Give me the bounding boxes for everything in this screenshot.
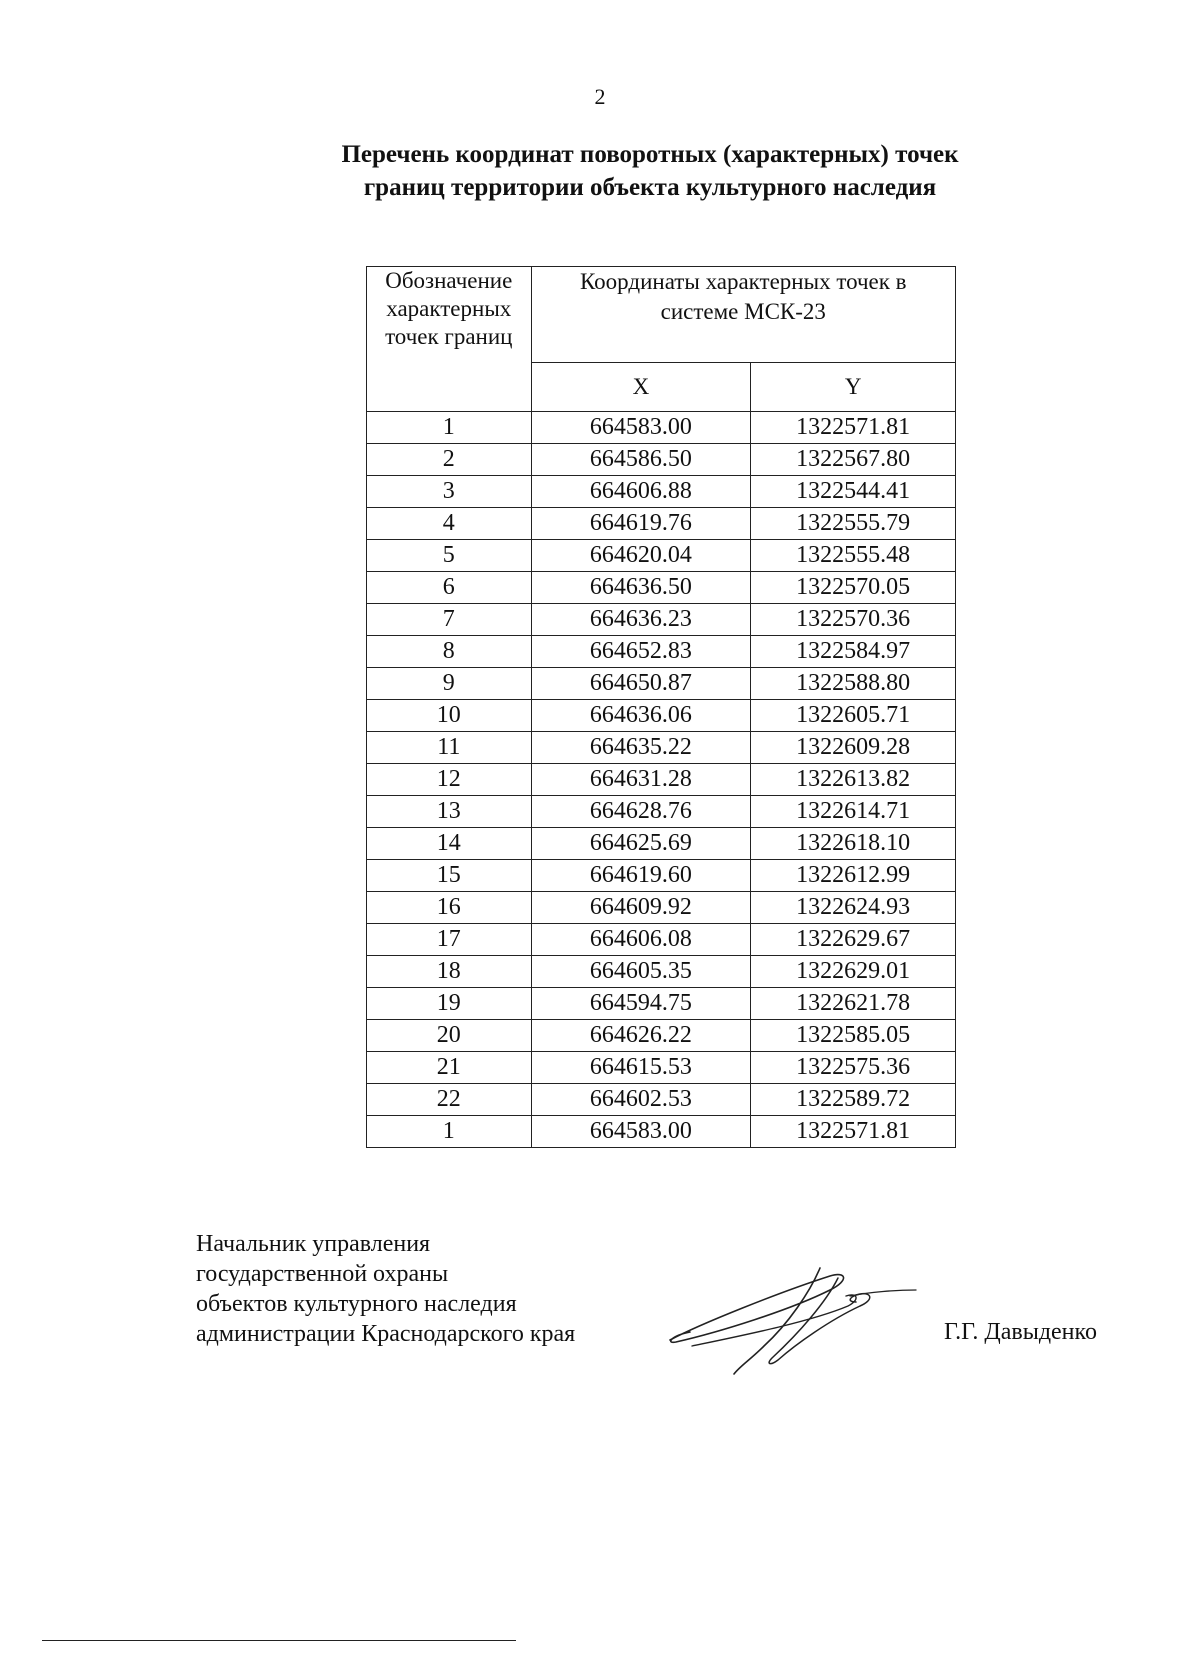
cell-point: 18 xyxy=(367,956,532,988)
cell-x: 664652.83 xyxy=(531,636,751,668)
cell-x: 664606.88 xyxy=(531,476,751,508)
cell-y: 1322609.28 xyxy=(751,732,956,764)
page-number: 2 xyxy=(594,84,606,109)
coordinates-table-header xyxy=(367,267,956,412)
cell-y: 1322588.80 xyxy=(751,668,956,700)
cell-x: 664605.35 xyxy=(531,956,751,988)
cell-point: 21 xyxy=(367,1052,532,1084)
cell-x: 664609.92 xyxy=(531,892,751,924)
table-row xyxy=(367,1084,956,1116)
cell-y: 1322570.05 xyxy=(751,572,956,604)
cell-point: 17 xyxy=(367,924,532,956)
cell-x: 664635.22 xyxy=(531,732,751,764)
cell-y: 1322589.72 xyxy=(751,1084,956,1116)
cell-point: 13 xyxy=(367,796,532,828)
table-row xyxy=(367,860,956,892)
table-row xyxy=(367,604,956,636)
table-row xyxy=(367,828,956,860)
table-row xyxy=(367,732,956,764)
cell-x: 664615.53 xyxy=(531,1052,751,1084)
handwritten-signature-icon xyxy=(660,1262,920,1382)
header-point-label-line-3: точек границ xyxy=(385,324,513,349)
cell-point: 1 xyxy=(367,1116,532,1148)
cell-x: 664626.22 xyxy=(531,1020,751,1052)
cell-y: 1322618.10 xyxy=(751,828,956,860)
cell-y: 1322575.36 xyxy=(751,1052,956,1084)
cell-y: 1322570.36 xyxy=(751,604,956,636)
table-row xyxy=(367,988,956,1020)
cell-y: 1322614.71 xyxy=(751,796,956,828)
cell-x: 664586.50 xyxy=(531,444,751,476)
header-point-designation xyxy=(367,267,532,412)
header-coordinates-group xyxy=(531,267,955,363)
cell-x: 664636.06 xyxy=(531,700,751,732)
cell-y: 1322555.79 xyxy=(751,508,956,540)
cell-point: 3 xyxy=(367,476,532,508)
signatory-position-line-1: Начальник управления xyxy=(196,1231,431,1257)
cell-y: 1322621.78 xyxy=(751,988,956,1020)
cell-x: 664619.60 xyxy=(531,860,751,892)
cell-x: 664625.69 xyxy=(531,828,751,860)
cell-point: 12 xyxy=(367,764,532,796)
table-row xyxy=(367,636,956,668)
signatory-position-line-3: объектов культурного наследия xyxy=(196,1291,517,1317)
table-row xyxy=(367,572,956,604)
cell-y: 1322555.48 xyxy=(751,540,956,572)
cell-x: 664594.75 xyxy=(531,988,751,1020)
cell-y: 1322612.99 xyxy=(751,860,956,892)
cell-point: 5 xyxy=(367,540,532,572)
cell-point: 11 xyxy=(367,732,532,764)
table-row xyxy=(367,764,956,796)
table-row xyxy=(367,1116,956,1148)
cell-y: 1322584.97 xyxy=(751,636,956,668)
table-row xyxy=(367,1052,956,1084)
cell-y: 1322571.81 xyxy=(751,412,956,444)
cell-x: 664628.76 xyxy=(531,796,751,828)
cell-point: 10 xyxy=(367,700,532,732)
cell-y: 1322567.80 xyxy=(751,444,956,476)
document-title-line-2: границ территории объекта культурного наследия xyxy=(363,174,937,201)
cell-y: 1322629.67 xyxy=(751,924,956,956)
cell-point: 16 xyxy=(367,892,532,924)
header-y: Y xyxy=(751,362,956,411)
header-point-label-line-1: Обозначение xyxy=(385,268,513,293)
cell-point: 4 xyxy=(367,508,532,540)
signatory-name: Г.Г. Давыденко xyxy=(944,1319,1097,1345)
signatory-position-line-4: администрации Краснодарского края xyxy=(196,1321,576,1347)
header-coords-line-1: Координаты характерных точек в xyxy=(579,269,907,294)
cell-x: 664636.23 xyxy=(531,604,751,636)
cell-y: 1322544.41 xyxy=(751,476,956,508)
header-point-label-line-2: характерных xyxy=(386,296,512,321)
table-row xyxy=(367,476,956,508)
table-row xyxy=(367,1020,956,1052)
header-coords-line-2: системе МСК-23 xyxy=(660,299,826,324)
cell-point: 1 xyxy=(367,412,532,444)
cell-x: 664636.50 xyxy=(531,572,751,604)
cell-x: 664583.00 xyxy=(531,412,751,444)
cell-y: 1322629.01 xyxy=(751,956,956,988)
table-row xyxy=(367,700,956,732)
document-title-line-1: Перечень координат поворотных (характерных) точек xyxy=(341,141,959,168)
cell-point: 15 xyxy=(367,860,532,892)
cell-x: 664650.87 xyxy=(531,668,751,700)
table-row xyxy=(367,668,956,700)
cell-point: 20 xyxy=(367,1020,532,1052)
signatory-position xyxy=(196,1229,575,1349)
cell-y: 1322624.93 xyxy=(751,892,956,924)
table-row xyxy=(367,540,956,572)
cell-y: 1322571.81 xyxy=(751,1116,956,1148)
table-row xyxy=(367,412,956,444)
cell-x: 664583.00 xyxy=(531,1116,751,1148)
header-x: X xyxy=(531,362,751,411)
cell-point: 8 xyxy=(367,636,532,668)
cell-x: 664602.53 xyxy=(531,1084,751,1116)
signatory-position-line-2: государственной охраны xyxy=(196,1261,449,1287)
cell-x: 664619.76 xyxy=(531,508,751,540)
cell-point: 2 xyxy=(367,444,532,476)
cell-point: 6 xyxy=(367,572,532,604)
document-title xyxy=(150,138,1150,204)
cell-x: 664631.28 xyxy=(531,764,751,796)
table-row xyxy=(367,444,956,476)
cell-point: 9 xyxy=(367,668,532,700)
footnote-divider xyxy=(42,1640,516,1641)
cell-x: 664620.04 xyxy=(531,540,751,572)
cell-x: 664606.08 xyxy=(531,924,751,956)
cell-y: 1322605.71 xyxy=(751,700,956,732)
coordinates-table xyxy=(366,266,956,1148)
cell-point: 22 xyxy=(367,1084,532,1116)
cell-point: 7 xyxy=(367,604,532,636)
table-row xyxy=(367,508,956,540)
cell-point: 14 xyxy=(367,828,532,860)
table-row xyxy=(367,956,956,988)
cell-y: 1322585.05 xyxy=(751,1020,956,1052)
cell-point: 19 xyxy=(367,988,532,1020)
table-row xyxy=(367,924,956,956)
cell-y: 1322613.82 xyxy=(751,764,956,796)
table-row xyxy=(367,892,956,924)
table-row xyxy=(367,796,956,828)
coordinates-table-body xyxy=(367,412,956,1148)
